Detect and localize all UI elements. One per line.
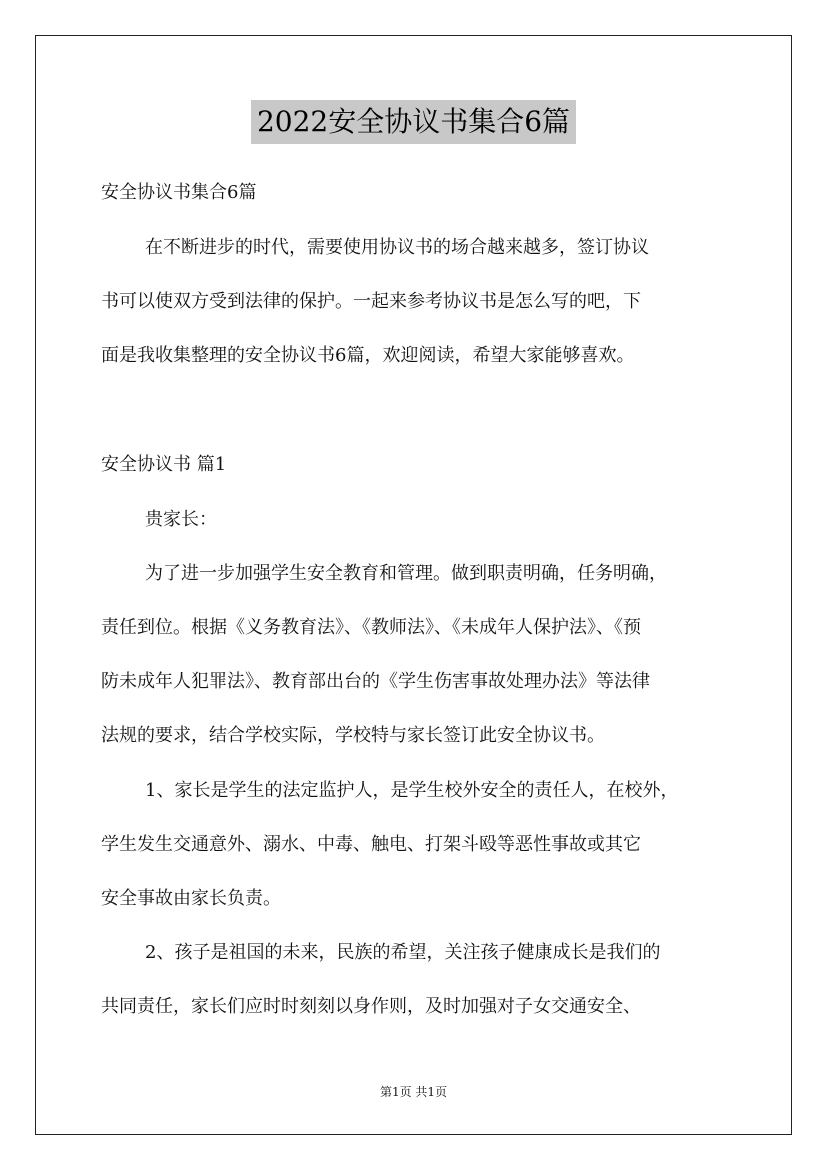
item-line: 安全事故由家长负责。 — [101, 888, 281, 909]
section-heading: 安全协议书 篇1 — [101, 454, 227, 475]
item-line: 共同责任，家长们应时时刻刻以身作则，及时加强对子女交通安全、 — [101, 996, 641, 1017]
title-area — [0, 100, 827, 144]
intro-line: 在不断进步的时代，需要使用协议书的场合越来越多，签订协议 — [145, 237, 649, 258]
item-line: 2、孩子是祖国的未来，民族的希望，关注孩子健康成长是我们的 — [145, 942, 661, 963]
document-title: 2022安全协议书集合6篇 — [251, 100, 576, 144]
salutation: 贵家长： — [145, 509, 217, 530]
paragraph-line: 为了进一步加强学生安全教育和管理。做到职责明确，任务明确， — [145, 563, 667, 584]
paragraph-line: 防未成年人犯罪法》、教育部出台的《学生伤害事故处理办法》等法律 — [101, 671, 650, 692]
item-line: 1、家长是学生的法定监护人，是学生校外安全的责任人，在校外， — [145, 780, 679, 801]
paragraph-line: 责任到位。根据《义务教育法》、《教师法》、《未成年人保护法》、《预 — [101, 617, 641, 638]
intro-line: 面是我收集整理的安全协议书6篇，欢迎阅读，希望大家能够喜欢。 — [101, 345, 635, 366]
document-subtitle: 安全协议书集合6篇 — [101, 182, 257, 203]
item-line: 学生发生交通意外、溺水、中毒、触电、打架斗殴等恶性事故或其它 — [101, 834, 641, 855]
intro-line: 书可以使双方受到法律的保护。一起来参考协议书是怎么写的吧，下 — [101, 291, 641, 312]
paragraph-line: 法规的要求，结合学校实际，学校特与家长签订此安全协议书。 — [101, 725, 605, 746]
page-footer: 第1页 共1页 — [379, 1085, 448, 1099]
